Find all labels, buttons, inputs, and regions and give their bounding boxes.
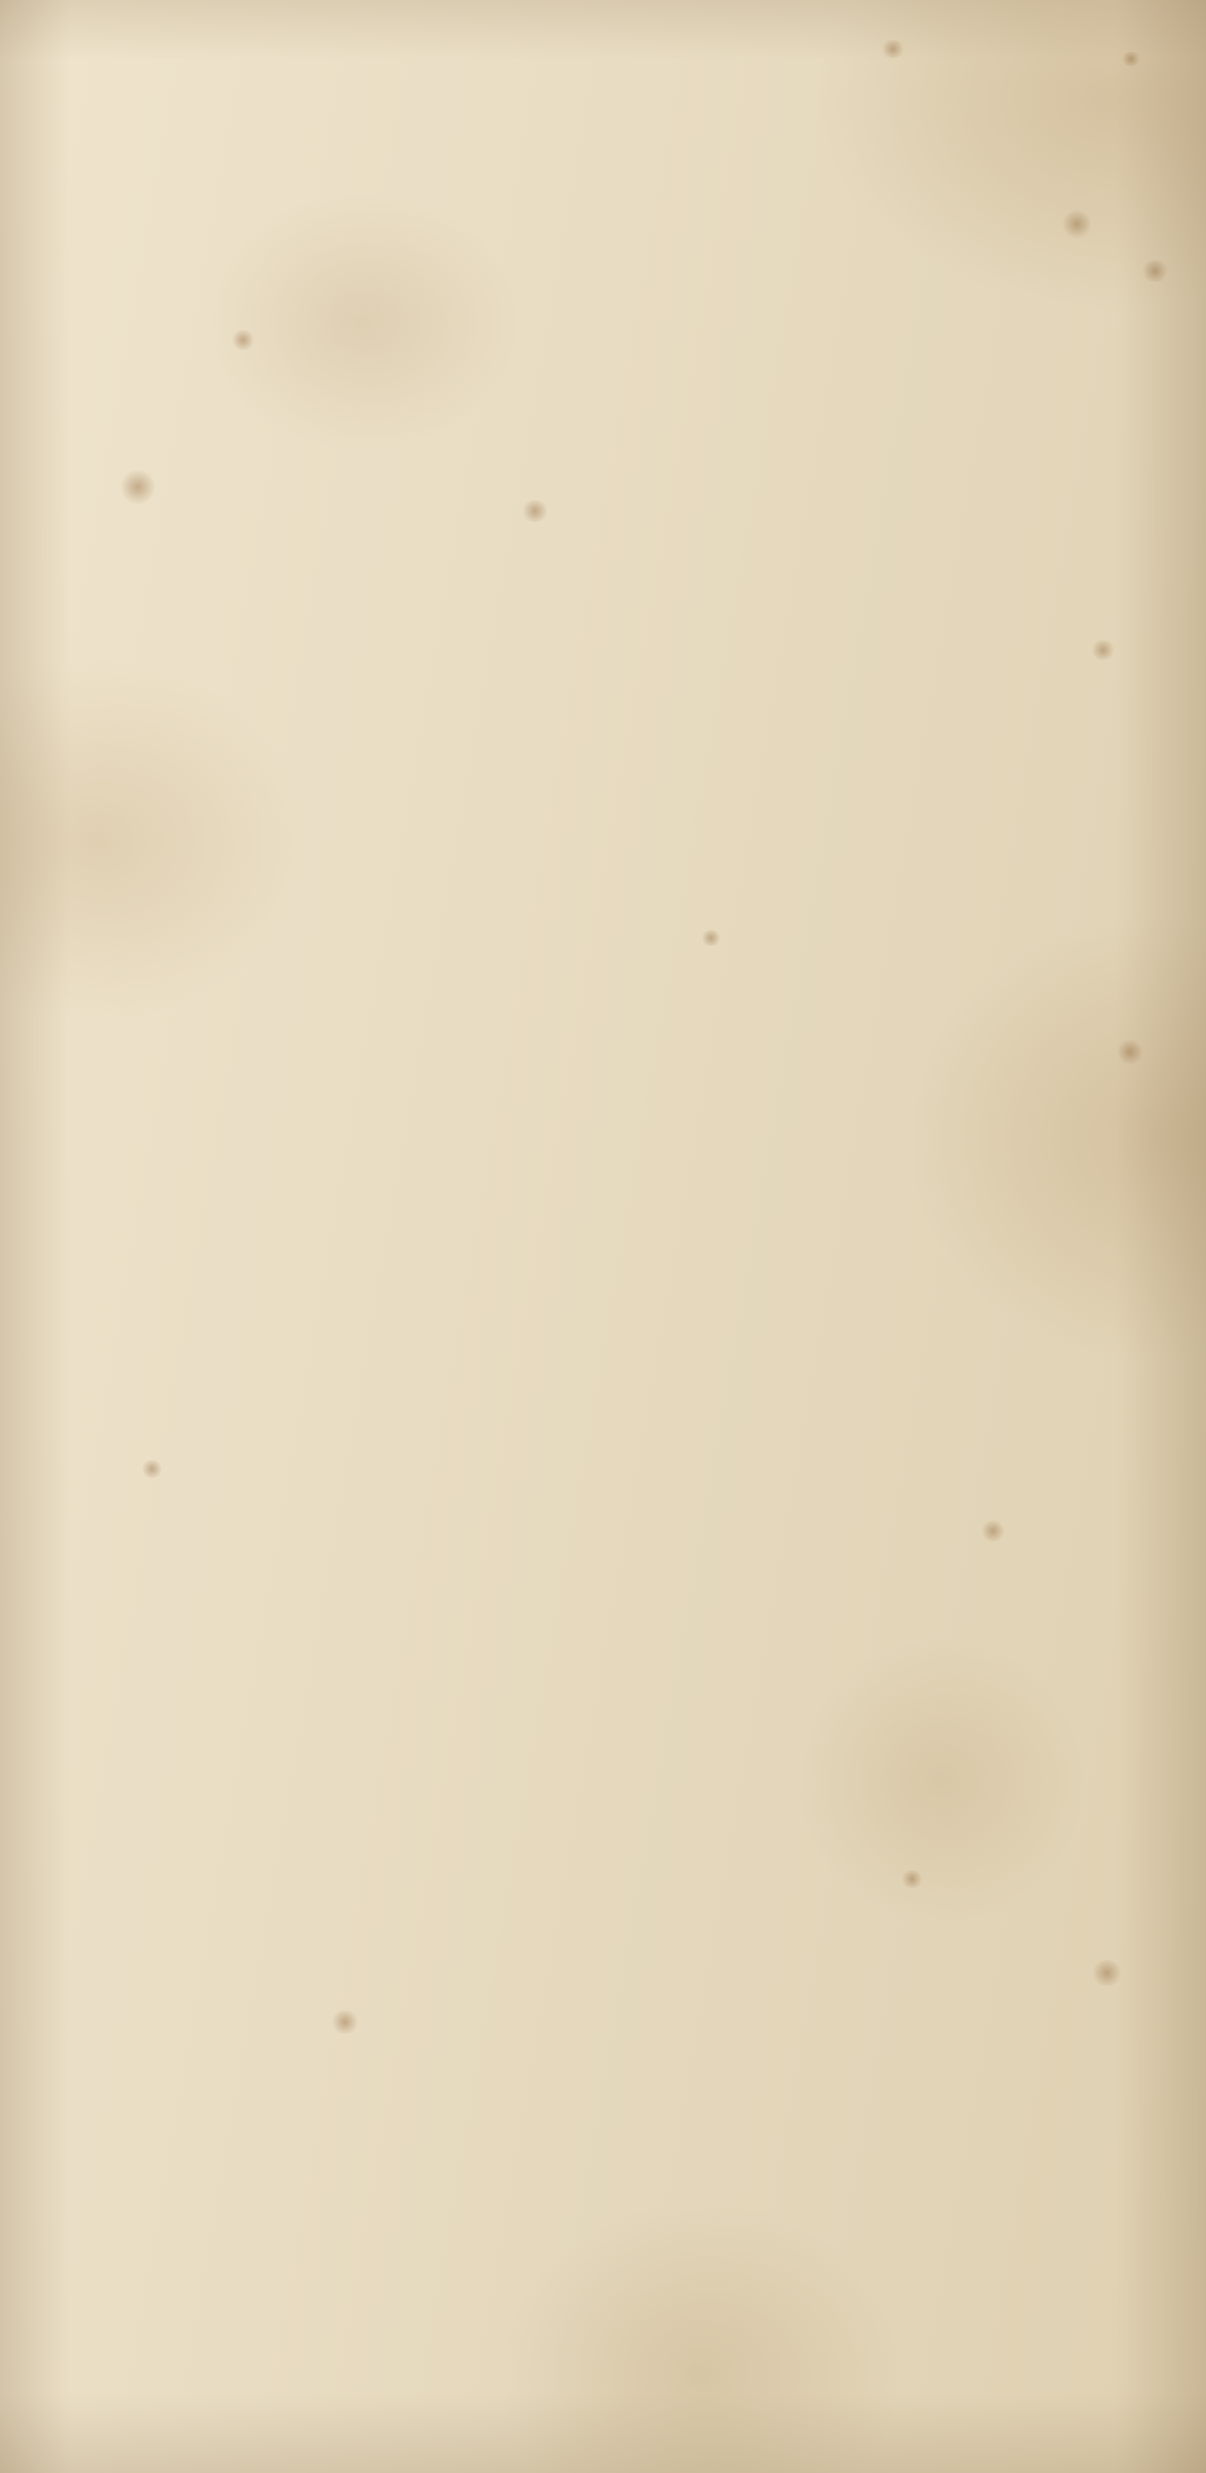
stanza-1 (0, 196, 1206, 280)
dropcap-line (0, 196, 1206, 280)
page-header (0, 20, 1206, 64)
page-body (0, 78, 1206, 280)
